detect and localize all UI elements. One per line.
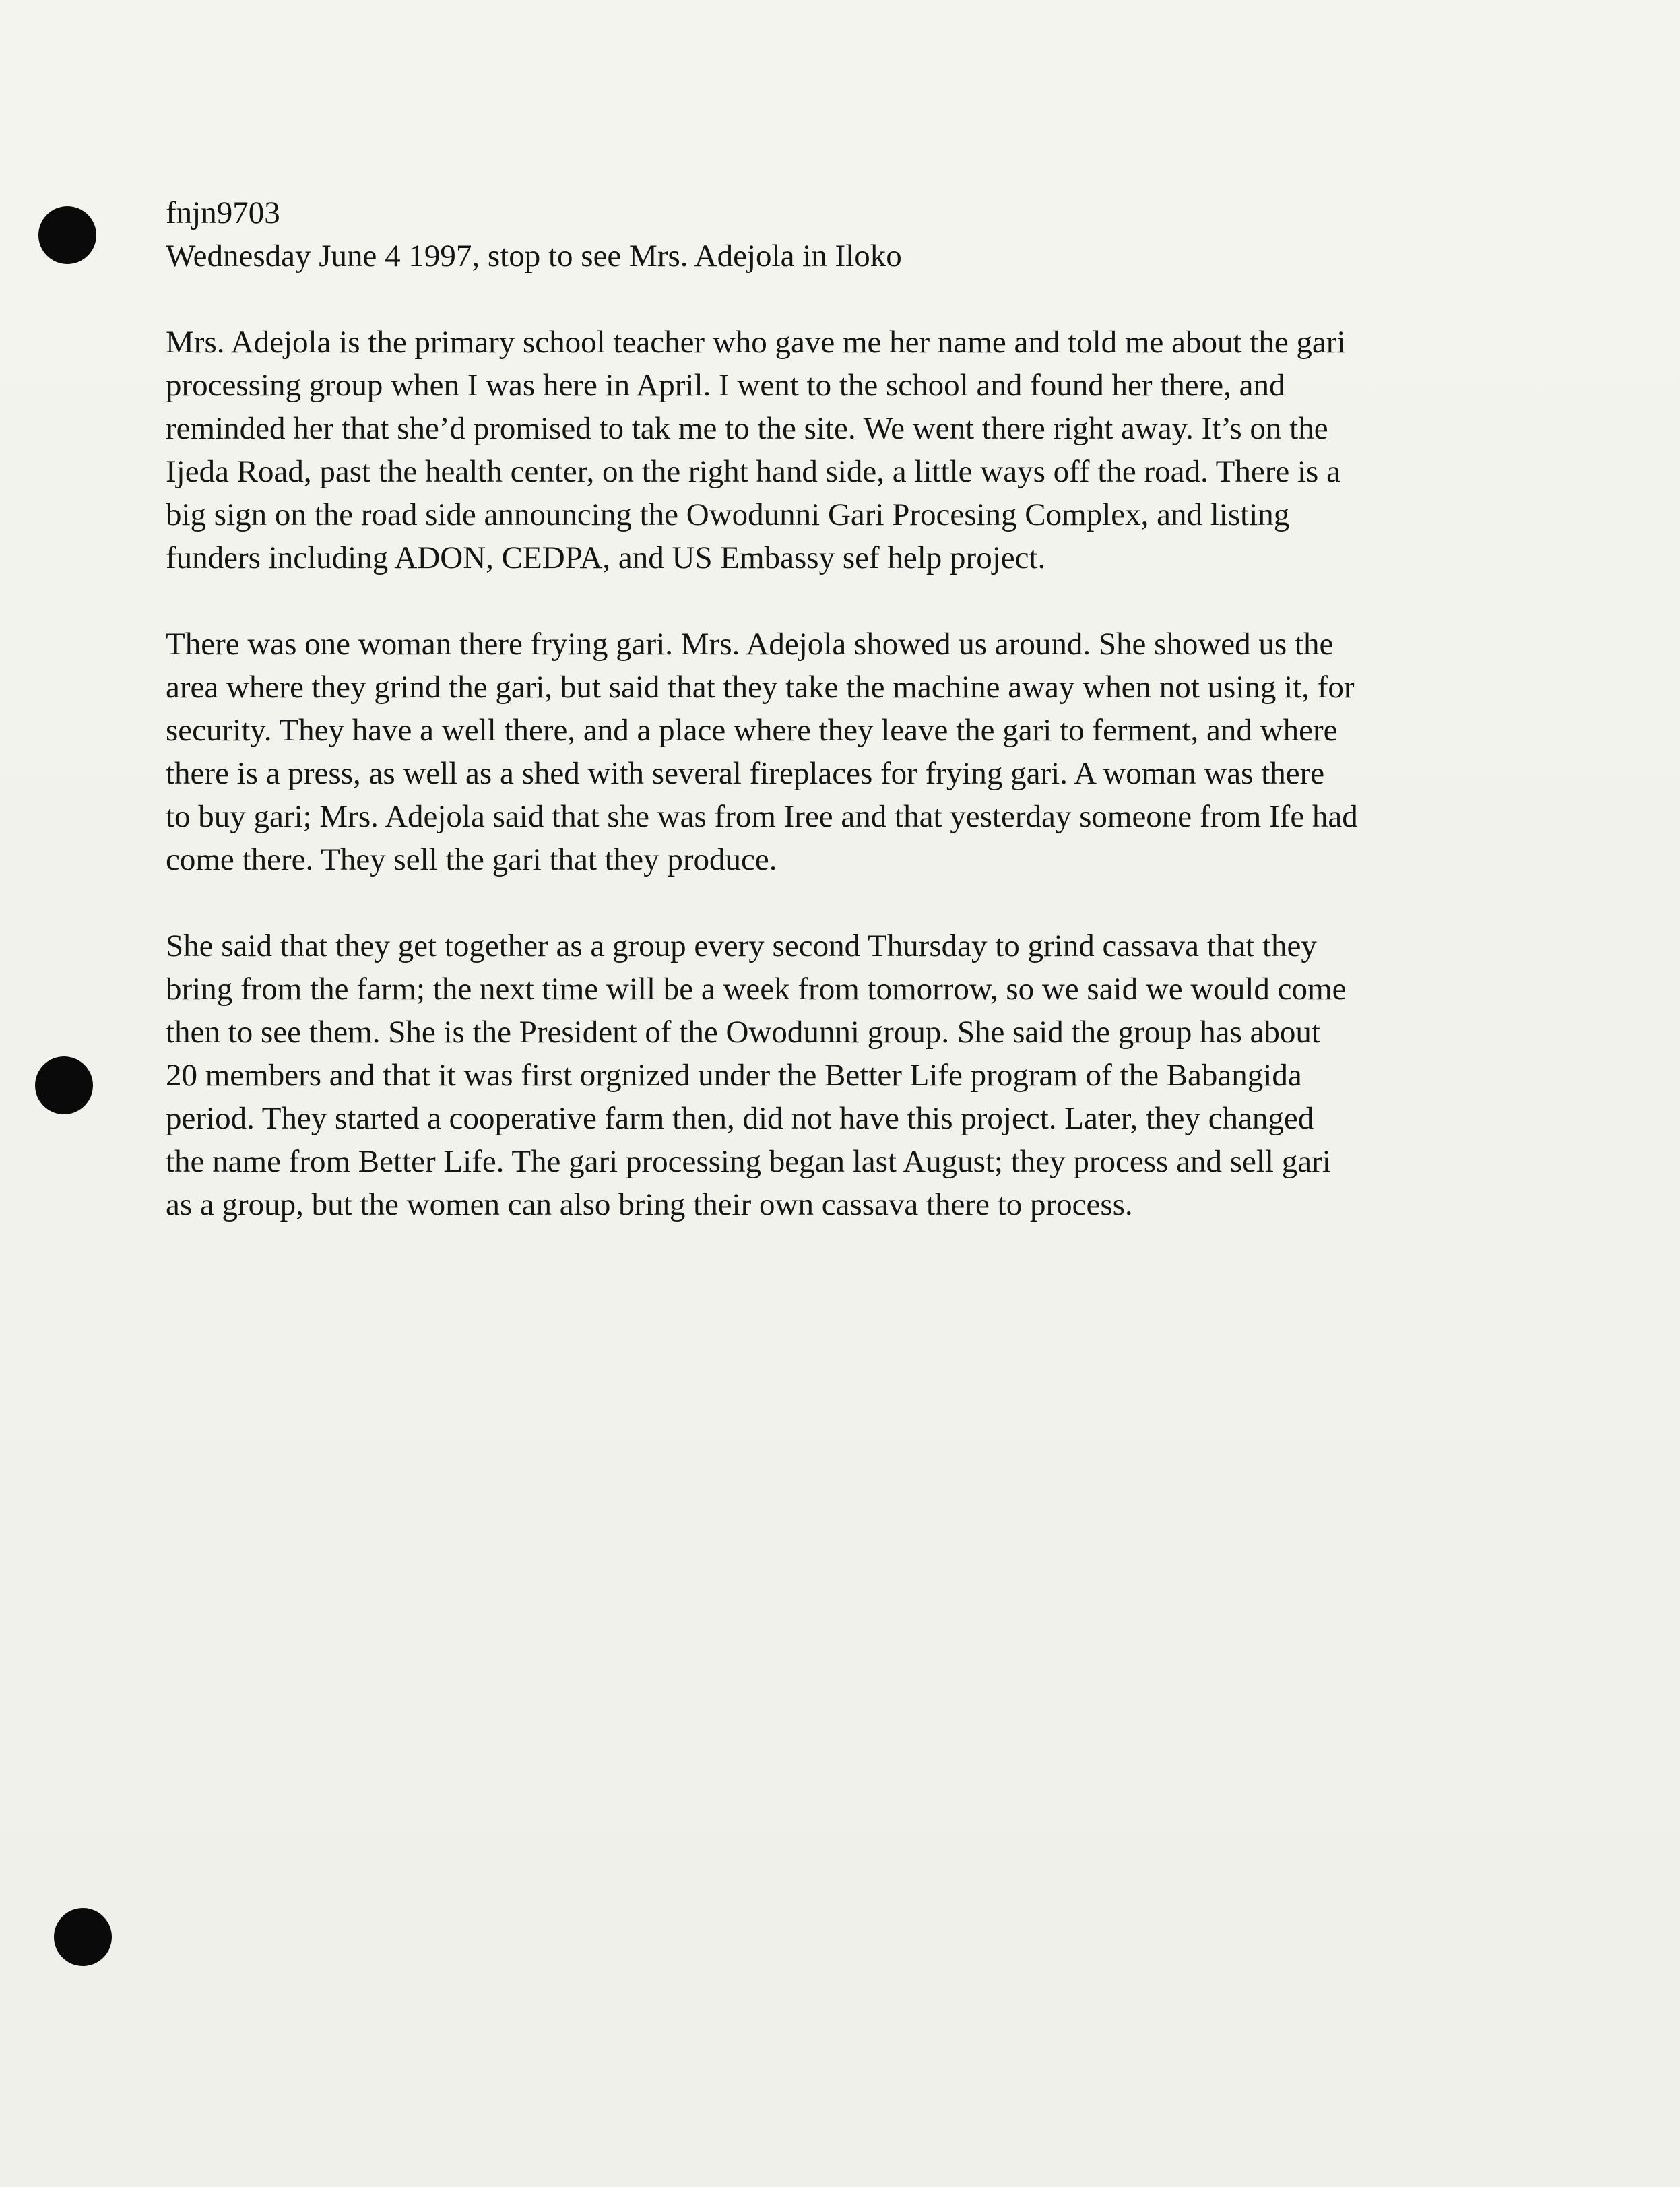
paragraph-line: bring from the farm; the next time will be a week from tomorrow, so we said we would come [166,972,1347,1007]
binder-hole-bottom [54,1908,112,1966]
document-heading: Wednesday June 4 1997, stop to see Mrs. Adejola in Iloko [166,239,902,274]
paragraph-2 [166,623,1486,881]
binder-hole-top [38,206,96,264]
paragraph-line: Mrs. Adejola is the primary school teacher who gave me her name and told me about the gari [166,325,1346,360]
paragraph-1 [166,321,1486,579]
paragraph-line: the name from Better Life. The gari processing began last August; they process and sell gari [166,1144,1331,1179]
paragraph-line: There was one woman there frying gari. Mrs. Adejola showed us around. She showed us the [166,627,1334,662]
paragraph-line: She said that they get together as a group every second Thursday to grind cassava that they [166,928,1317,963]
paragraph-line: processing group when I was here in April. I went to the school and found her there, and [166,368,1285,403]
paragraph-line: there is a press, as well as a shed with several fireplaces for frying gari. A woman was there [166,756,1325,791]
binder-hole-middle [35,1056,93,1114]
paragraph-line: funders including ADON, CEDPA, and US Embassy sef help project. [166,540,1046,575]
document-body [166,191,1486,1226]
paragraph-3 [166,924,1486,1226]
paragraph-line: then to see them. She is the President of the Owodunni group. She said the group has about [166,1015,1320,1050]
paragraph-line: area where they grind the gari, but said that they take the machine away when not using it, for [166,670,1355,705]
paragraph-line: come there. They sell the gari that they produce. [166,842,777,877]
paragraph-line: Ijeda Road, past the health center, on the right hand side, a little ways off the road. There is a [166,454,1340,489]
paragraph-line: as a group, but the women can also bring their own cassava there to process. [166,1187,1133,1222]
paragraph-line: period. They started a cooperative farm then, did not have this project. Later, they changed [166,1101,1314,1136]
paragraph-line: security. They have a well there, and a place where they leave the gari to ferment, and where [166,713,1338,748]
document-id: fnjn9703 [166,195,280,230]
paragraph-line: reminded her that she’d promised to tak me to the site. We went there right away. It’s on the [166,411,1328,446]
paragraph-line: to buy gari; Mrs. Adejola said that she was from Iree and that yesterday someone from Ife had [166,799,1358,834]
paragraph-line: 20 members and that it was first orgnized under the Better Life program of the Babangida [166,1058,1302,1093]
paragraph-line: big sign on the road side announcing the Owodunni Gari Procesing Complex, and listing [166,497,1290,532]
